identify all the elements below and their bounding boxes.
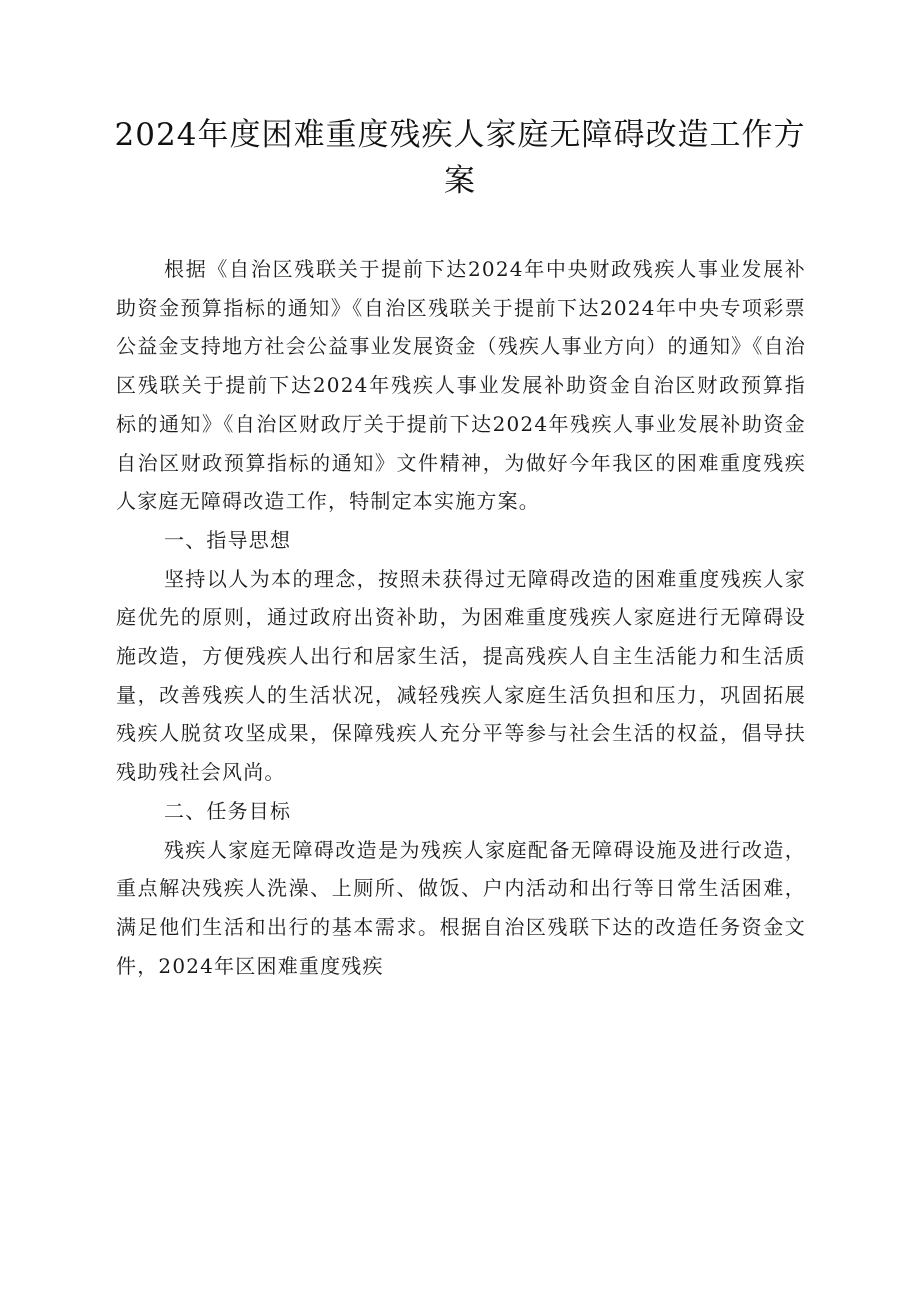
section-body-guiding-ideology: 坚持以人为本的理念，按照未获得过无障碍改造的困难重度残疾人家庭优先的原则，通过政府出资补助，为困难重度残疾人家庭进行无障碍设施改造，方便残疾人出行和居家生活，提高残疾人自主生活能力和生活质量，改善残疾人的生活状况，减轻残疾人家庭生活负担和压力，巩固拓展残疾人脱贫攻坚成果，保障残疾人充分平等参与社会生活的权益，倡导扶残助残社会风尚。 <box>116 566 806 785</box>
document-body <box>116 250 806 985</box>
section-heading-task-goals: 二、任务目标 <box>164 798 292 823</box>
section-body-task-goals: 残疾人家庭无障碍改造是为残疾人家庭配备无障碍设施及进行改造，重点解决残疾人洗澡、上厕所、做饭、户内活动和出行等日常生活困难，满足他们生活和出行的基本需求。根据自治区残联下达的改造任务资金文件，2024年区困难重度残疾 <box>116 837 806 978</box>
document-title: 2024年度困难重度残疾人家庭无障碍改造工作方案 <box>114 117 806 199</box>
section-heading-guiding-ideology: 一、指导思想 <box>164 527 292 552</box>
intro-paragraph: 根据《自治区残联关于提前下达2024年中央财政残疾人事业发展补助资金预算指标的通知》《自治区残联关于提前下达2024年中央专项彩票公益金支持地方社会公益事业发展资金（残疾人事业方向）的通知》《自治区残联关于提前下达2024年残疾人事业发展补助资金自治区财政预算指标的通知》《自治区财政厅关于提前下达2024年残疾人事业发展补助资金自治区财政预算指标的通知》文件精神，为做好今年我区的困难重度残疾人家庭无障碍改造工作，特制定本实施方案。 <box>116 257 806 514</box>
